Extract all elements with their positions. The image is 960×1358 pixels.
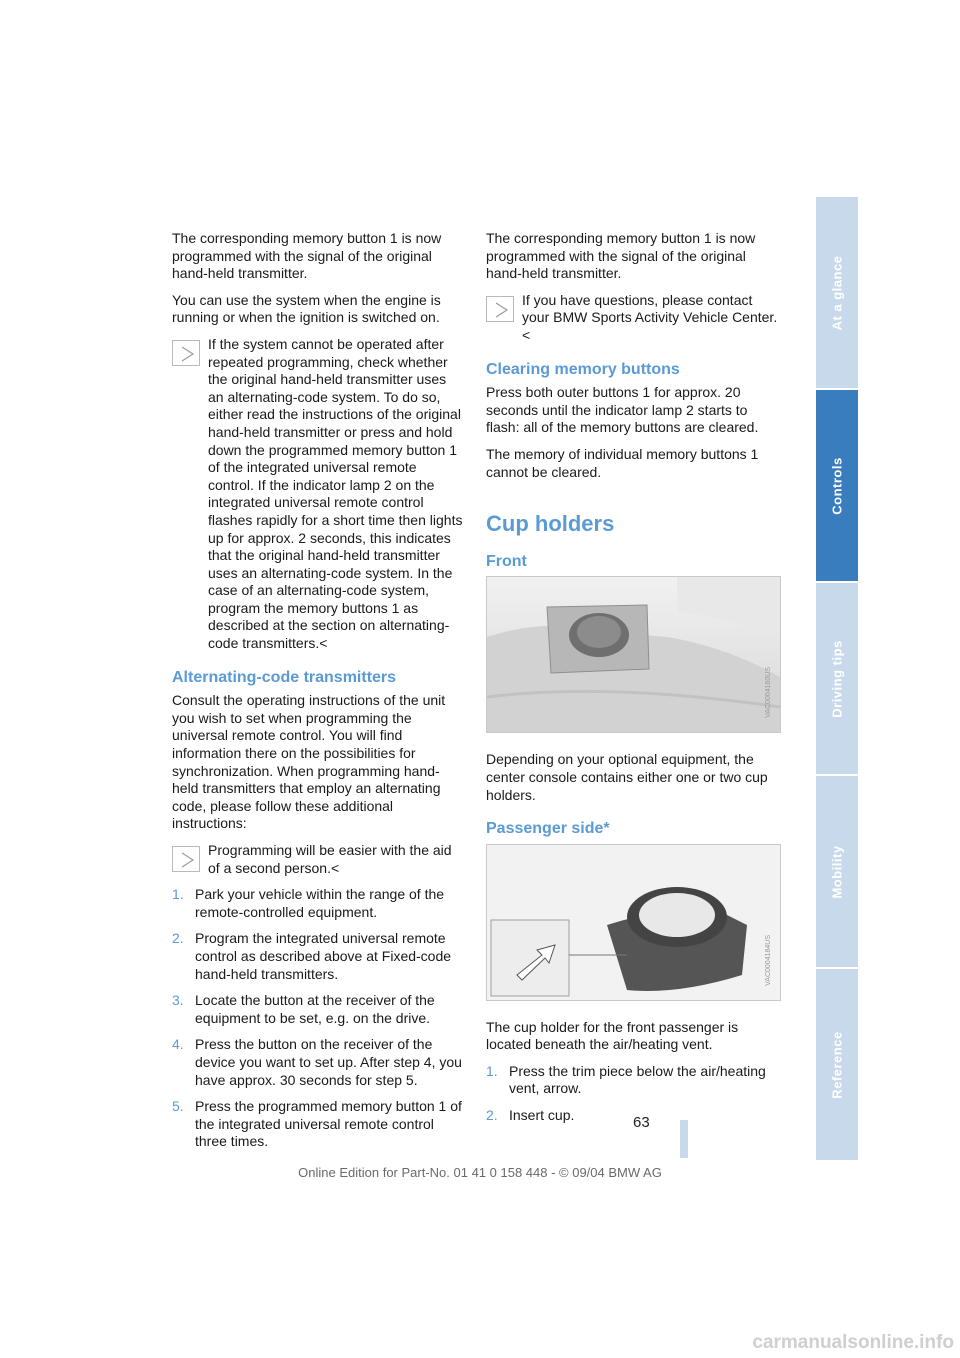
note-block (486, 292, 781, 345)
paragraph: The corresponding memory button 1 is now programmed with the signal of the original hand-held transmitter. (172, 230, 442, 282)
tab-label: Driving tips (829, 639, 845, 718)
paragraph: The memory of individual memory buttons 1 cannot be cleared. (486, 445, 759, 480)
step-text: Press the button on the receiver of the device you want to set up. After step 4, you have approx. 30 seconds for step 5. (195, 1036, 462, 1088)
tab-mobility[interactable] (816, 776, 858, 967)
list-item (172, 1036, 464, 1089)
paragraph: Press both outer buttons 1 for approx. 20 seconds until the indicator lamp 2 starts to flash: all of the memory buttons are cleared. (486, 384, 759, 436)
front-cup-holder-image (486, 576, 781, 733)
steps-list (172, 886, 464, 1151)
paragraph: Depending on your optional equipment, the center console contains either one or two cup holders. (486, 751, 768, 803)
footer-text: Online Edition for Part-No. 01 41 0 158 448 - © 09/04 BMW AG (298, 1165, 662, 1180)
right-column (486, 230, 781, 1134)
page-bar (680, 1120, 688, 1158)
step-text: Press the programmed memory button 1 of the integrated universal remote control three times. (195, 1098, 462, 1150)
list-item (172, 930, 464, 983)
list-item (172, 1098, 464, 1151)
note-text: If you have questions, please contact your BMW Sports Activity Vehicle Center.< (522, 291, 778, 343)
image-code: VAC0004160US (765, 667, 773, 719)
passenger-cup-holder-image (486, 844, 781, 1001)
step-number: 2. (486, 1107, 498, 1124)
note-triangle-icon (172, 340, 200, 366)
list-item (172, 886, 464, 921)
tab-label: At a glance (829, 255, 845, 330)
step-text: Program the integrated universal remote control as described above at Fixed-code hand-held transmitters. (195, 930, 452, 982)
step-number: 3. (172, 992, 184, 1009)
step-number: 1. (172, 886, 184, 903)
page-number: 63 (633, 1114, 650, 1131)
note-block (172, 842, 464, 877)
heading-cup-holders: Cup holders (486, 511, 615, 537)
paragraph: The cup holder for the front passenger is located beneath the air/heating vent. (486, 1018, 739, 1053)
heading-clearing-memory: Clearing memory buttons (486, 360, 680, 378)
note-block (172, 336, 464, 653)
step-number: 4. (172, 1036, 184, 1053)
list-item (486, 1063, 781, 1098)
tab-driving-tips[interactable] (816, 583, 858, 774)
note-text: If the system cannot be operated after repeated programming, check whether the original hand-held transmitter uses an alternating-code system. To do so, either read the instructions of the original hand-held transmitter or press and hold down the programmed memory button 1 of the integrated universal remote control. If the indicator lamp 2 on the integrated universal remote control flashes rapidly for a short time then lights up for approx. 2 seconds, this indicates that the original hand-held transmitter uses an alternating-code system. In the case of an alternating-code system, program the memory buttons 1 as described at the section on alternating-code transmitters.< (208, 335, 463, 652)
tab-at-a-glance[interactable] (816, 197, 858, 388)
tab-label: Reference (829, 1030, 845, 1099)
step-text: Press the trim piece below the air/heating vent, arrow. (509, 1062, 766, 1097)
watermark: carmanualsonline.info (752, 1332, 954, 1353)
tab-label: Mobility (829, 844, 845, 899)
step-number: 2. (172, 930, 184, 947)
tab-reference[interactable] (816, 969, 858, 1160)
paragraph: Consult the operating instructions of the unit you wish to set when programming the universal remote control. You will find information there on the possibilities for synchronization. When programming hand-held transmitters that employ an alternating code, please follow these additional instructions: (172, 692, 446, 832)
image-code: VAC0004184US (765, 934, 773, 986)
step-number: 1. (486, 1062, 498, 1079)
heading-alternating-code: Alternating-code transmitters (172, 668, 397, 686)
heading-front: Front (486, 552, 527, 570)
note-triangle-icon (486, 296, 514, 322)
tab-controls[interactable] (816, 390, 858, 581)
step-text: Park your vehicle within the range of the remote-controlled equipment. (195, 886, 445, 920)
section-tabs (816, 197, 858, 1162)
note-text: Programming will be easier with the aid of a second person.< (208, 842, 452, 876)
step-number: 5. (172, 1098, 184, 1115)
note-triangle-icon (172, 846, 200, 872)
tab-label: Controls (829, 456, 845, 515)
paragraph: You can use the system when the engine is running or when the ignition is switched on. (172, 291, 441, 326)
step-text: Locate the button at the receiver of the equipment to be set, e.g. on the drive. (195, 992, 435, 1026)
heading-passenger-side: Passenger side* (486, 820, 610, 838)
paragraph: The corresponding memory button 1 is now programmed with the signal of the original hand-held transmitter. (486, 230, 756, 282)
list-item (172, 992, 464, 1027)
left-column (172, 230, 464, 1160)
step-text: Insert cup. (509, 1107, 575, 1124)
